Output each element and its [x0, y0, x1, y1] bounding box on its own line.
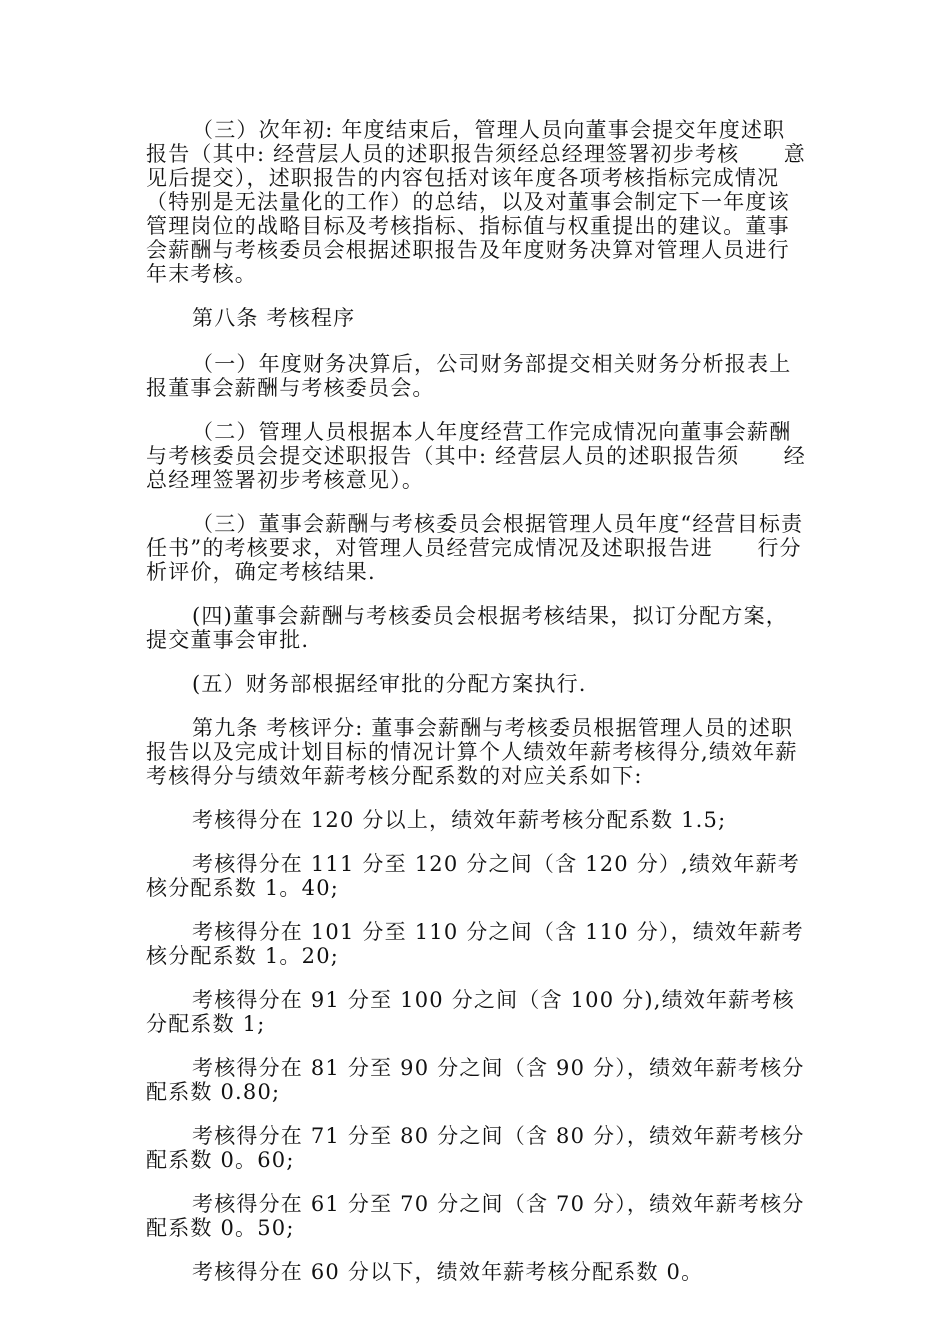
score-tier-91-100: 考核得分在 91 分至 100 分之间（含 100 分),绩效年薪考核分配系数 1;: [146, 988, 795, 1036]
score-tier-111-120: 考核得分在 111 分至 120 分之间（含 120 分）,绩效年薪考核分配系数 1。40;: [146, 852, 800, 900]
score-tier-101-110: 考核得分在 101 分至 110 分之间（含 110 分），绩效年薪考核分配系数 1。20;: [146, 920, 804, 968]
article-9-paragraph: 第九条 考核评分: 董事会薪酬与考核委员根据管理人员的述职报告以及完成计划目标的情况计算个人绩效年薪考核得分,绩效年薪考核得分与绩效年薪考核分配系数的对应关系如下:: [146, 716, 798, 788]
paragraph-year-start-review: （三）次年初: 年度结束后，管理人员向董事会提交年度述职报告（其中: 经营层人员的述职报告须经总经理签署初步考核 意见后提交），述职报告的内容包括对该年度各项考核指标完成情况（特别是无法量化的工作）的总结，以及对董事会制定下一年度该管理岗位的战略目标及考核指标、指标值与权重提出的建议。董事会薪酬与考核委员会根据述职报告及年度财务决算对管理人员进行年末考核。: [146, 118, 806, 286]
procedure-step-1: （一）年度财务决算后，公司财务部提交相关财务分析报表上报董事会薪酬与考核委员会。: [146, 352, 792, 400]
score-tier-below-60: 考核得分在 60 分以下，绩效年薪考核分配系数 0。: [192, 1260, 704, 1284]
document-page: [146, 118, 806, 1304]
score-tier-above-120: 考核得分在 120 分以上，绩效年薪考核分配系数 1.5;: [192, 808, 727, 832]
procedure-step-2: （二）管理人员根据本人年度经营工作完成情况向董事会薪酬与考核委员会提交述职报告（其中: 经营层人员的述职报告须 经总经理签署初步考核意见）。: [146, 420, 806, 492]
article-8-heading: 第八条 考核程序: [192, 306, 356, 330]
score-tier-61-70: 考核得分在 61 分至 70 分之间（含 70 分），绩效年薪考核分配系数 0。50;: [146, 1192, 805, 1240]
score-tier-71-80: 考核得分在 71 分至 80 分之间（含 80 分），绩效年薪考核分配系数 0。60;: [146, 1124, 805, 1172]
procedure-step-5: (五）财务部根据经审批的分配方案执行.: [192, 672, 587, 696]
score-tier-81-90: 考核得分在 81 分至 90 分之间（含 90 分），绩效年薪考核分配系数 0.80;: [146, 1056, 805, 1104]
procedure-step-4: (四)董事会薪酬与考核委员会根据考核结果，拟订分配方案，提交董事会审批.: [146, 604, 788, 652]
procedure-step-3: （三）董事会薪酬与考核委员会根据管理人员年度“经营目标责任书”的考核要求，对管理人员经营完成情况及述职报告进 行分析评价，确定考核结果.: [146, 512, 804, 584]
